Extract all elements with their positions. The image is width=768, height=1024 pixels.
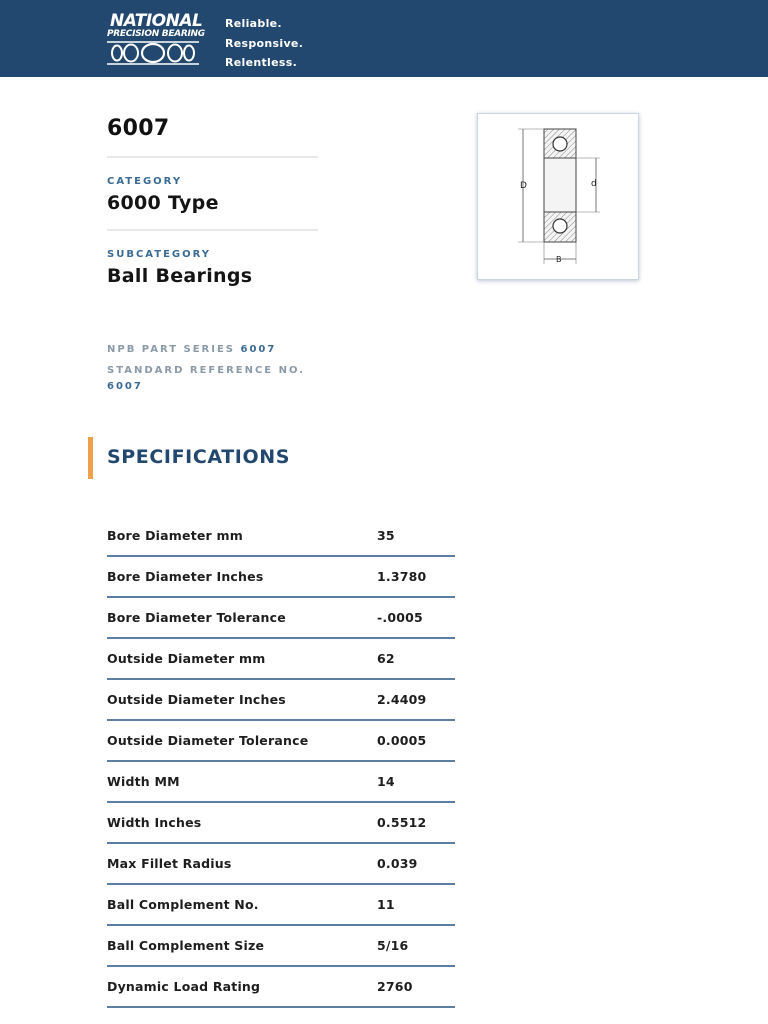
part-number-title: 6007 — [107, 116, 170, 141]
bearing-balls-icon — [107, 40, 201, 66]
spec-value: 1.3780 — [377, 569, 427, 584]
table-row — [107, 967, 455, 1008]
table-row — [107, 762, 455, 803]
bearing-diagram — [477, 113, 639, 280]
table-row — [107, 926, 455, 967]
spec-value: 35 — [377, 528, 395, 543]
npb-logo[interactable] — [107, 12, 207, 68]
table-row — [107, 721, 455, 762]
spec-label: Outside Diameter Inches — [107, 692, 286, 707]
npb-part-series-label: NPB PART SERIES — [107, 344, 235, 355]
spec-value: 0.0005 — [377, 733, 427, 748]
spec-label: Ball Complement Size — [107, 938, 265, 953]
spec-value: 2760 — [377, 979, 413, 994]
table-row — [107, 516, 455, 557]
section-accent-bar — [88, 437, 93, 479]
spec-label: Ball Complement No. — [107, 897, 259, 912]
spec-value: 11 — [377, 897, 395, 912]
spec-value: -.0005 — [377, 610, 423, 625]
logo-text-national: NATIONAL — [110, 11, 203, 31]
table-row — [107, 844, 455, 885]
site-header — [0, 0, 768, 77]
table-row — [107, 598, 455, 639]
subcategory-value: Ball Bearings — [107, 265, 253, 287]
spec-value: 0.5512 — [377, 815, 427, 830]
spec-label: Width Inches — [107, 815, 202, 830]
divider — [107, 229, 318, 231]
category-value: 6000 Type — [107, 192, 219, 214]
tagline-line: Reliable. — [225, 17, 282, 30]
bearing-cross-section-icon — [478, 114, 638, 279]
npb-part-series-value: 6007 — [240, 344, 277, 355]
brand-tagline — [225, 14, 303, 73]
spec-label: Bore Diameter mm — [107, 528, 243, 543]
spec-label: Width MM — [107, 774, 180, 789]
table-row — [107, 639, 455, 680]
logo-text-precision-bearing: PRECISION BEARING — [107, 29, 205, 39]
subcategory-label: SUBCATEGORY — [107, 249, 212, 260]
spec-label: Bore Diameter Tolerance — [107, 610, 286, 625]
specifications-heading: SPECIFICATIONS — [107, 446, 290, 468]
diagram-label-bore: d — [591, 179, 597, 189]
standard-reference-label: STANDARD REFERENCE NO. — [107, 365, 306, 376]
spec-value: 0.039 — [377, 856, 418, 871]
table-row — [107, 557, 455, 598]
spec-label: Outside Diameter Tolerance — [107, 733, 309, 748]
spec-value: 62 — [377, 651, 395, 666]
spec-label: Bore Diameter Inches — [107, 569, 264, 584]
table-row — [107, 803, 455, 844]
table-row — [107, 680, 455, 721]
specifications-table — [107, 516, 455, 1008]
category-label: CATEGORY — [107, 176, 183, 187]
divider — [107, 156, 318, 158]
tagline-line: Relentless. — [225, 56, 298, 69]
table-row — [107, 885, 455, 926]
spec-label: Outside Diameter mm — [107, 651, 266, 666]
standard-reference-value: 6007 — [107, 381, 143, 392]
npb-part-series — [107, 344, 276, 355]
tagline-line: Responsive. — [225, 36, 304, 50]
diagram-label-outer: D — [520, 181, 527, 191]
diagram-label-width: B — [556, 255, 562, 264]
spec-label: Dynamic Load Rating — [107, 979, 261, 994]
spec-label: Max Fillet Radius — [107, 856, 232, 871]
spec-value: 14 — [377, 774, 395, 789]
spec-value: 2.4409 — [377, 692, 427, 707]
spec-value: 5/16 — [377, 938, 409, 953]
